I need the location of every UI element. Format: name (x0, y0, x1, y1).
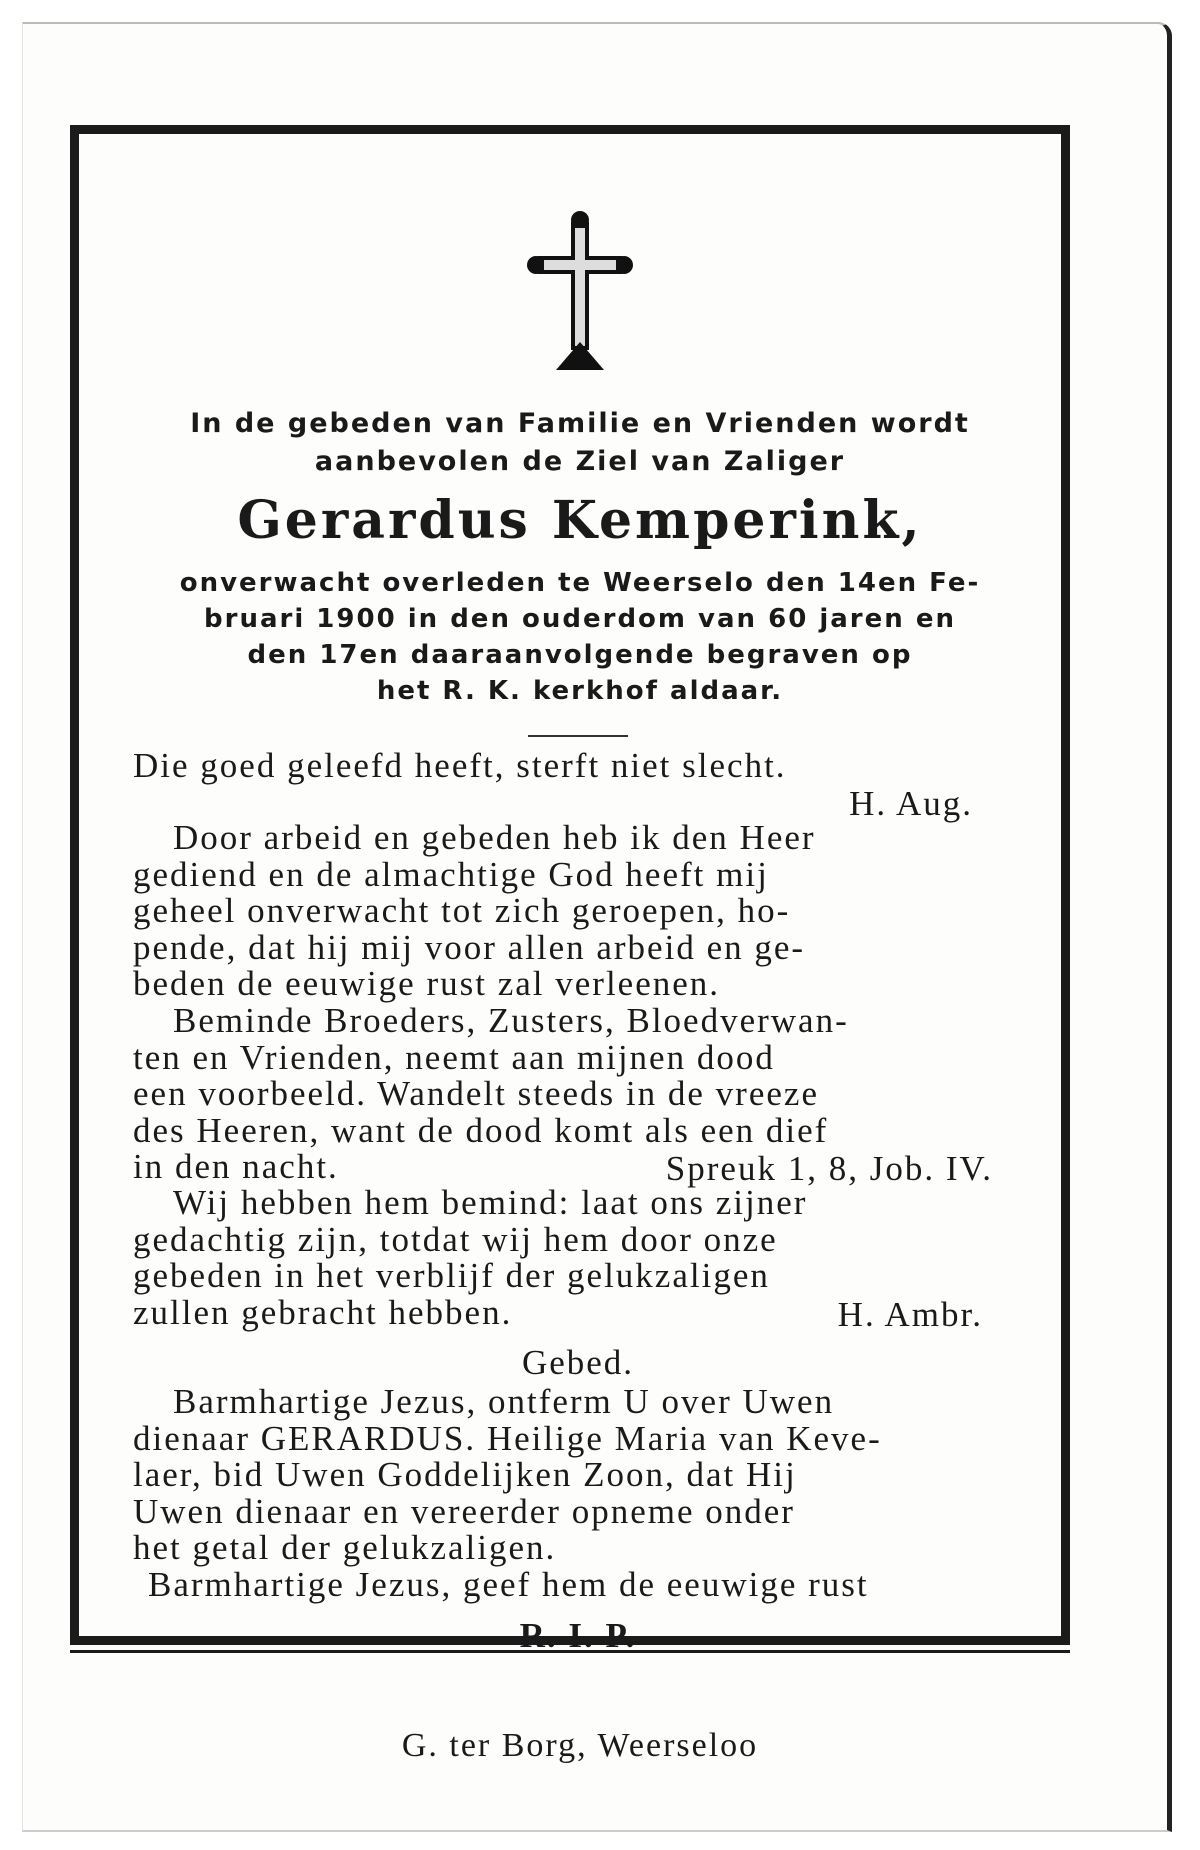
prayer-closing: Barmhartige Jezus, geef hem de eeuwige rust (148, 1564, 869, 1604)
cross-icon (526, 210, 634, 370)
quote-line: beden de eeuwige rust zal verleenen. (133, 964, 721, 1003)
attribution-ambr: H. Ambr. (837, 1295, 983, 1334)
prayer-line: Barmhartige Jezus, ontferm U over Uwen (173, 1382, 835, 1421)
quote-line: gebeden in het verblijf der gelukzaligen (133, 1256, 770, 1295)
death-line: het R. K. kerkhof aldaar. (376, 676, 784, 706)
prayer-line: dienaar GERARDUS. Heilige Maria van Keve- (133, 1418, 882, 1458)
quote-line: Die goed geleefd heeft, sterft niet slecht. (133, 746, 787, 785)
intro-line: In de gebeden van Familie en Vrienden wordt (190, 408, 970, 439)
prayer-line: het getal der gelukzaligen. (133, 1528, 557, 1567)
attribution-spreuk: Spreuk 1, 8, Job. IV. (665, 1149, 993, 1188)
quote-aug (133, 748, 1023, 785)
quote-line: Beminde Broeders, Zusters, Bloedverwan- (173, 1001, 849, 1040)
quote-line: zullen gebracht hebben. (133, 1292, 513, 1332)
intro-text (150, 405, 1010, 481)
prayer-line: laer, bid Uwen Goddelijken Zoon, dat Hij (133, 1455, 797, 1494)
rip: R. I. P. (519, 1616, 637, 1655)
intro-line: aanbevolen de Ziel van Zaliger (314, 446, 846, 477)
quote-line: des Heeren, want de dood komt als een dief (133, 1110, 829, 1150)
death-line: bruari 1900 in den ouderdom van 60 jaren en (204, 604, 956, 634)
printer-credit: G. ter Borg, Weerseloo (401, 1727, 759, 1764)
quote-line: een voorbeeld. Wandelt steeds in de vreeze (133, 1074, 819, 1113)
quote-line: gedachtig zijn, totdat wij hem door onze (133, 1219, 778, 1259)
attribution-aug: H. Aug. (849, 784, 973, 823)
death-line: den 17en daaraanvolgende begraven op (247, 640, 913, 670)
quote-arbeid (133, 820, 1023, 1003)
quote-line: gediend en de almachtige God heeft mij (133, 854, 769, 894)
death-line: onverwacht overleden te Weerselo den 14en Fe- (179, 568, 981, 598)
quote-line: Door arbeid en gebeden heb ik den Heer (173, 818, 816, 857)
quote-line: geheel onverwacht tot zich geroepen, ho- (133, 891, 791, 930)
quote-line: pende, dat hij mij voor allen arbeid en ge- (133, 927, 806, 967)
prayer-text (133, 1384, 1023, 1603)
quote-line: Wij hebben hem bemind: laat ons zijner (173, 1183, 808, 1222)
death-notice (130, 565, 1030, 709)
prayer-line: Uwen dienaar en vereerder opneme onder (133, 1491, 795, 1531)
separator (528, 735, 628, 737)
prayer-heading: Gebed. (521, 1343, 635, 1382)
quote-line: ten en Vrienden, neemt aan mijnen dood (133, 1037, 775, 1077)
deceased-name: Gerardus Kemperink, (237, 490, 923, 551)
quote-line: in den nacht. (133, 1147, 339, 1186)
